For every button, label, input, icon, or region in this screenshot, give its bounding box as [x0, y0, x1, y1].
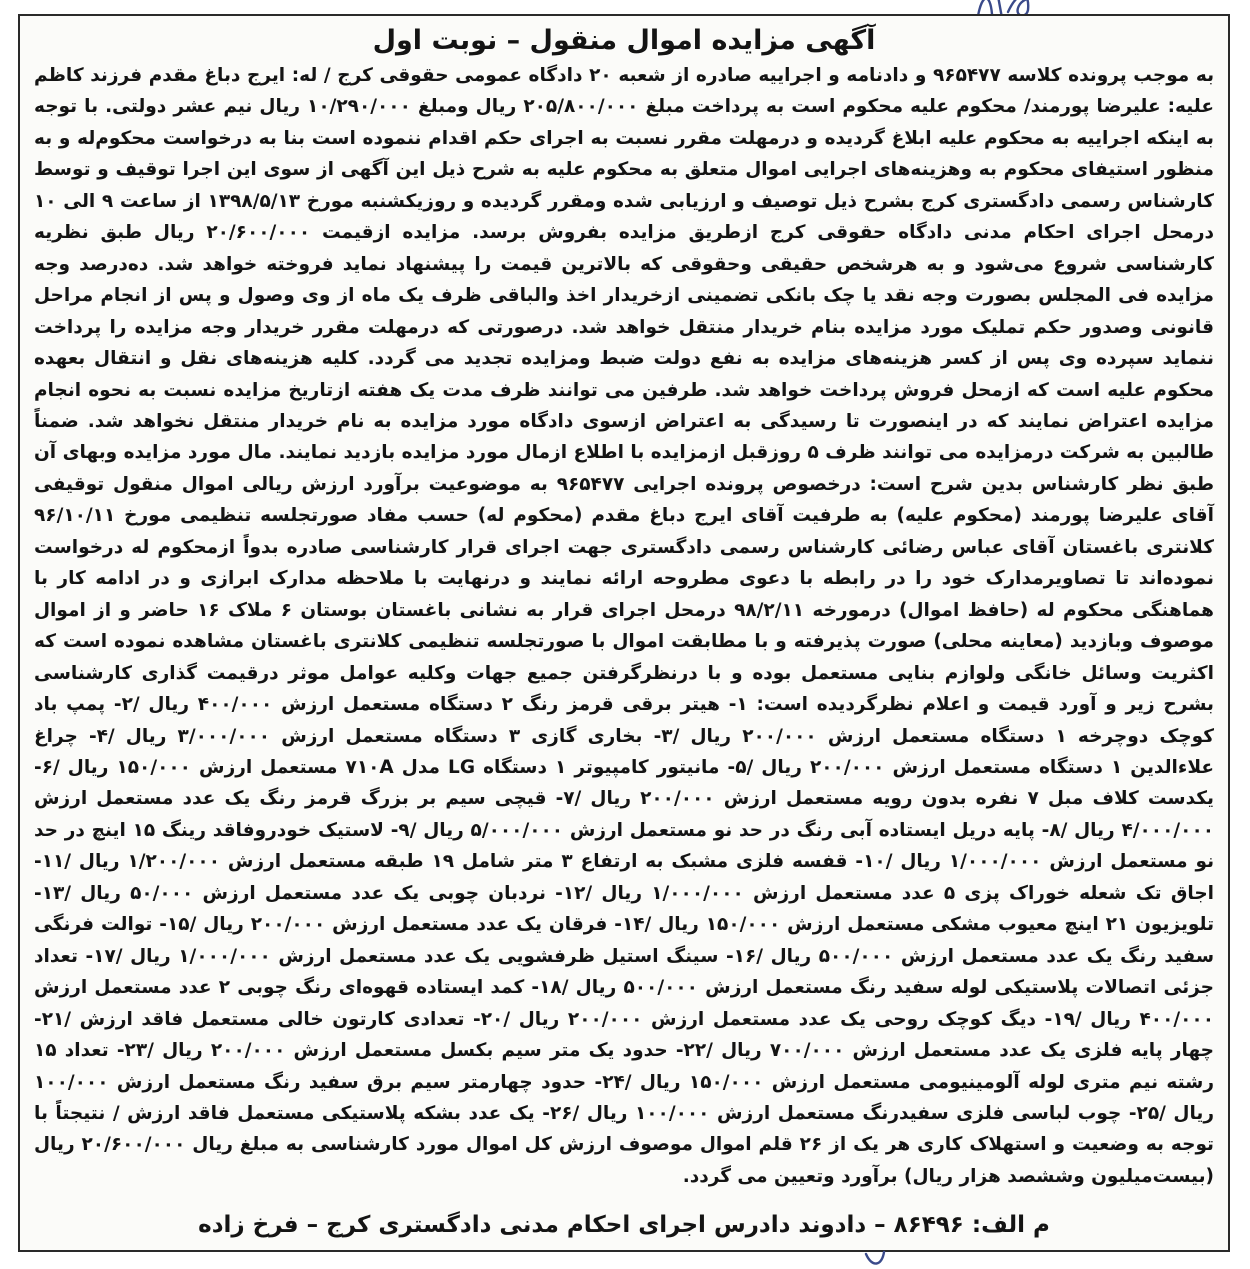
notice-body: به موجب پرونده کلاسه ۹۶۵۴۷۷ و دادنامه و اجراییه صادره از شعبه ۲۰ دادگاه عمومی حقوقی کرج / له: ایرج دباغ مقدم فرزند کاظم علیه: علیرضا پورمند/ محکوم علیه محکوم است به پرداخت مبلغ ۲۰۵/۸۰۰/۰۰۰ ریال ومبلغ ۱۰/۲۹۰/۰۰۰ ریال نیم عشر دولتی. با توجه به اینکه اجراییه به محکوم علیه ابلاغ گردیده و درمهلت مقرر نسبت به اجرای حکم اقدام ننموده است بنا به درخواست محکوم‌له و به منظور استیفای محکوم به وهزینه‌های اجرایی اموال متعلق به محکوم علیه به شرح ذیل این آگهی از سوی این اجرا توقیف و توسط کارشناس رسمی دادگستری کرج بشرح ذیل توصیف و ارزیابی شده ومقرر گردیده و روزیکشنبه مورخ ۱۳۹۸/۵/۱۳ از ساعت ۹ الی ۱۰ درمحل اجرای احکام مدنی دادگاه حقوقی کرج ازطریق مزایده بفروش برسد. مزایده ازقیمت ۲۰/۶۰۰/۰۰۰ ریال طبق نظریه کارشناسی شروع می‌شود و به هرشخص حقیقی وحقوقی که بالاترین قیمت را پیشنهاد نماید فروخته خواهد شد. ده‌درصد وجه مزایده فی المجلس بصورت وجه نقد یا چک بانکی تضمینی ازخریدار اخذ والباقی ظرف یک ماه از وی وصول و پس از انجام مراحل قانونی وصدور حکم تملیک مورد مزایده بنام خریدار منتقل خواهد شد. درصورتی که درمهلت مقرر خریدار وجه مزایده را پرداخت ننماید سپرده وی پس از کسر هزینه‌های مزایده به نفع دولت ضبط ومزایده تجدید می گردد. کلیه هزینه‌های نقل و انتقال بعهده محکوم علیه است که ازمحل فروش پرداخت خواهد شد. طرفین می توانند ظرف مدت یک هفته ازتاریخ مزایده نسبت به نحوه انجام مزایده اعتراض نمایند که در اینصورت تا رسیدگی به اعتراض ازسوی دادگاه مورد مزایده به نام خریدار منتقل نخواهد شد. ضمناً طالبین به شرکت درمزایده می توانند ظرف ۵ روزقبل ازمزایده با اطلاع ازمال مورد مزایده بازدید نمایند. مال مورد مزایده وبهای آن طبق نظر کارشناس بدین شرح است: درخصوص پرونده اجرایی ۹۶۵۴۷۷ به موضوعیت برآورد ارزش ریالی اموال منقول توقیفی آقای علیرضا پورمند (محکوم علیه) به طرفیت آقای ایرج دباغ مقدم (محکوم له) حسب مفاد صورتجلسه تنظیمی مورخ ۹۶/۱۰/۱۱ کلانتری باغستان آقای عباس رضائی کارشناس رسمی دادگستری جهت اجرای قرار کارشناسی صادره بدواً ازمحکوم له درخواست نموده‌اند تا تصاویرمدارک خود را در رابطه با دعوی مطروحه ارائه نمایند و درنهایت با ملاحظه مدارک ابرازی و در ادامه کار با هماهنگی محکوم له (حافظ اموال) درمورخه ۹۸/۲/۱۱ درمحل اجرای قرار به نشانی باغستان بوستان ۶ ملاک ۱۶ حاضر و از اموال موصوف وبازدید (معاینه محلی) صورت پذیرفته و با مطابقت اموال با صورتجلسه تنظیمی کلانتری باغستان مشاهده نموده است که اکثریت وسائل خانگی ولوازم بنایی مستعمل بوده و با درنظرگرفتن جمیع جهات وکلیه عوامل موثر درقیمت گذاری کارشناسی بشرح زیر و آورد قیمت و اعلام نظرگردیده است: ۱- هیتر برقی قرمز رنگ ۲ دستگاه مستعمل ارزش ۴۰۰/۰۰۰ ریال /۲- پمپ باد کوچک دوچرخه ۱ دستگاه مستعمل ارزش ۲۰۰/۰۰۰ ریال /۳- بخاری گازی ۳ دستگاه مستعمل ارزش ۳/۰۰۰/۰۰۰ ریال /۴- چراغ علاءالدین ۱ دستگاه مستعمل ارزش ۲۰۰/۰۰۰ ریال /۵- مانیتور کامپیوتر ۱ دستگاه LG مدل ۷۱۰A مستعمل ارزش ۱۵۰/۰۰۰ ریال /۶- یکدست کلاف مبل ۷ نفره بدون رویه مستعمل ارزش ۲۰۰/۰۰۰ ریال /۷- قیچی سیم بر بزرگ قرمز رنگ یک عدد مستعمل ارزش ۴/۰۰۰/۰۰۰ ریال /۸- پایه دریل ایستاده آبی رنگ در حد نو مستعمل ارزش ۵/۰۰۰/۰۰۰ ریال /۹- لاستیک خودروفاقد رینگ ۱۵ اینچ در حد نو مستعمل ارزش ۱/۰۰۰/۰۰۰ ریال /۱۰- قفسه فلزی مشبک به ارتفاع ۳ متر شامل ۱۹ طبقه مستعمل ارزش ۱/۲۰۰/۰۰۰ ریال /۱۱- اجاق تک شعله خوراک پزی ۵ عدد مستعمل ارزش ۱/۰۰۰/۰۰۰ ریال /۱۲- نردبان چوبی یک عدد مستعمل ارزش ۵۰/۰۰۰ ریال /۱۳- تلویزیون ۲۱ اینچ معیوب مشکی مستعمل ارزش ۱۵۰/۰۰۰ ریال /۱۴- فرقان یک عدد مستعمل ارزش ۲۰۰/۰۰۰ ریال /۱۵- توالت فرنگی سفید رنگ یک عدد مستعمل ارزش ۵۰۰/۰۰۰ ریال /۱۶- سینگ استیل ظرفشویی یک عدد مستعمل ارزش ۱/۰۰۰/۰۰۰ ریال /۱۷- تعداد جزئی اتصالات پلاستیکی لوله سفید رنگ مستعمل ارزش ۵۰۰/۰۰۰ ریال /۱۸- کمد ایستاده قهوه‌ای رنگ چوبی ۲ عدد مستعمل ارزش ۴۰۰/۰۰۰ ریال /۱۹- دیگ کوچک روحی یک عدد مستعمل ارزش ۲۰۰/۰۰۰ ریال /۲۰- تعدادی کارتون خالی مستعمل فاقد ارزش /۲۱- چهار پایه فلزی یک عدد مستعمل ارزش ۷۰۰/۰۰۰ ریال /۲۲- حدود یک متر سیم بکسل مستعمل ارزش ۲۰۰/۰۰۰ ریال /۲۳- تعداد ۱۵ رشته نیم متری لوله آلومینیومی مستعمل ارزش ۱۵۰/۰۰۰ ریال /۲۴- حدود چهارمتر سیم برق سفید رنگ مستعمل ارزش ۱۰۰/۰۰۰ ریال /۲۵- چوب لباسی فلزی سفیدرنگ مستعمل ارزش ۱۰۰/۰۰۰ ریال /۲۶- یک عدد بشکه پلاستیکی مستعمل فاقد ارزش / نتیجتاً با توجه به وضعیت و استهلاک کاری هر یک از ۲۶ قلم اموال موصوف ارزش کل اموال مورد کارشناسی به مبلغ ریال ۲۰/۶۰۰/۰۰۰ ریال (بیست‌میلیون وششصد هزار ریال) برآورد وتعیین می گردد.	[34, 65, 1215, 1187]
notice-title: آگهی مزایده اموال منقول – نوبت اول	[372, 25, 876, 56]
auction-notice	[18, 14, 1230, 1252]
handwritten-tick-icon	[860, 1250, 890, 1269]
notice-footer: م الف: ۸۶۴۹۶ – دادوند دادرس اجرای احکام مدنی دادگستری کرج – فرخ زاده	[198, 1212, 1050, 1238]
